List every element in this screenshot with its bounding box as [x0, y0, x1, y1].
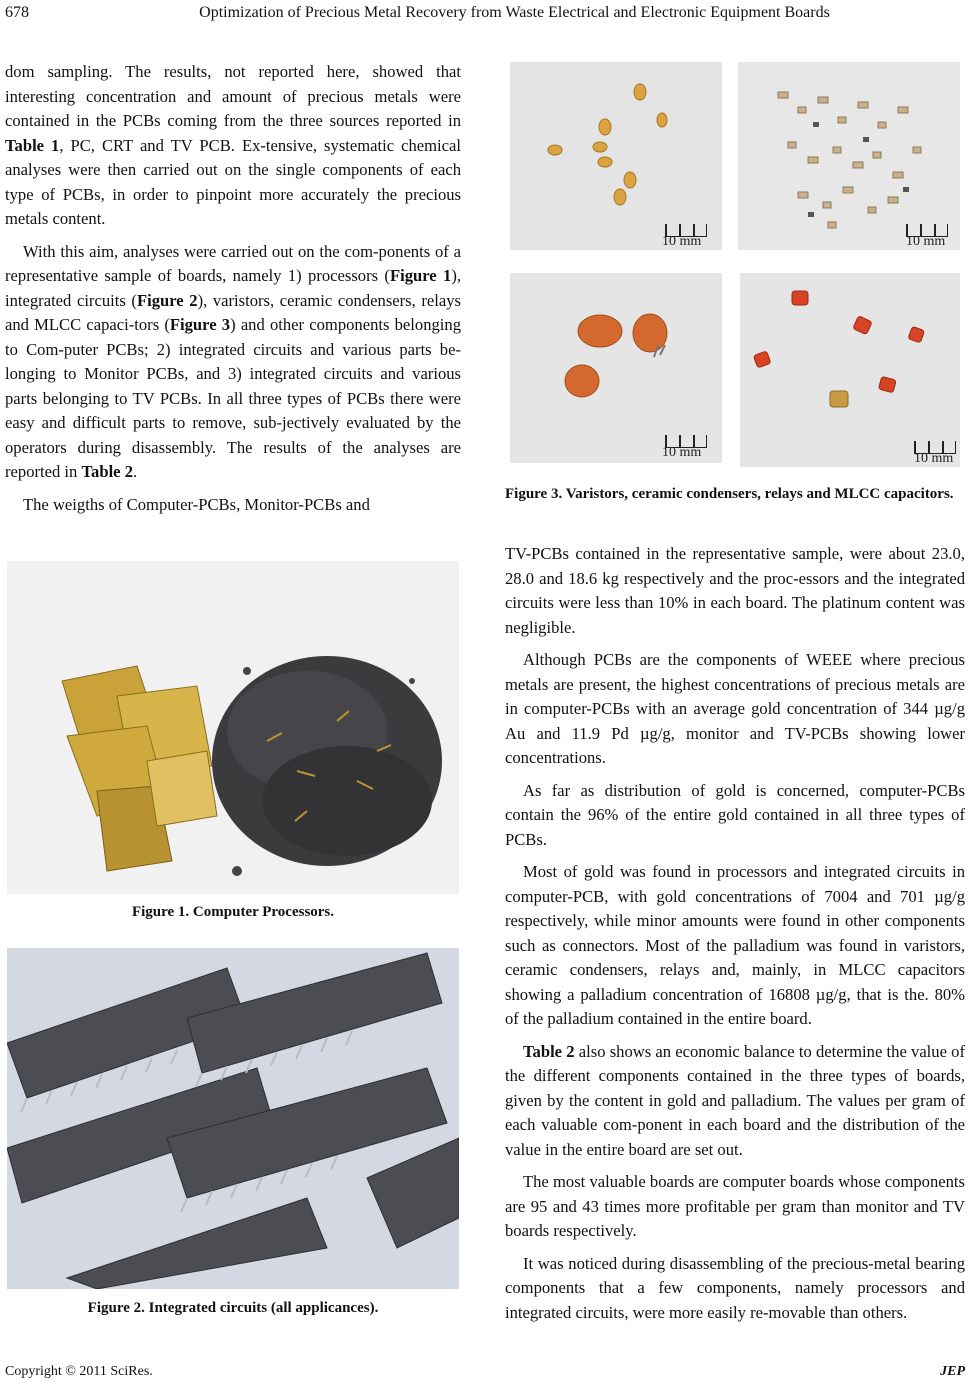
integrated-circuits-photo: [7, 948, 459, 1289]
left-column-text: [5, 60, 461, 525]
page-footer: [5, 1364, 965, 1380]
scale-label: 10 mm: [662, 234, 702, 249]
paragraph: As far as distribution of gold is concerned, computer-PCBs contain the 96% of the entire gold contained in all three types of PCBs.: [505, 780, 965, 849]
paragraph: dom sampling. The results, not reported here, showed that interesting concentration and amount of precious metals were contained in the PCBs coming from the three sources reported in Table 1, PC, CRT and TV PCB. Ex-tensive, systematic chemical analyses were then carried out on the single components of each type of PCBs, in order to pinpoint more accurately the precious metals content.: [5, 62, 461, 228]
figure-3-panel-b: [738, 62, 960, 250]
figure-3-panel-c: [510, 273, 722, 463]
right-column-text: [505, 542, 965, 1333]
figure-1-caption: Figure 1. Computer Processors.: [131, 904, 335, 920]
paragraph: Although PCBs are the components of WEEE where precious metals are present, the highest concentrations of precious metals are in computer-PCBs with an average gold concentration of 344 µg/g Au and 11.9 Pd µg/g, monitor and TV-PCBs showing lower concentrations.: [505, 650, 965, 767]
figure-3-panel-a: [510, 62, 722, 250]
paragraph: The most valuable boards are computer boards whose components are 95 and 43 times more profitable per gram than monitor and TV boards respectively.: [505, 1172, 965, 1240]
figure-2-caption: Figure 2. Integrated circuits (all applicances).: [87, 1300, 379, 1316]
page-header: [0, 0, 969, 26]
paragraph: With this aim, analyses were carried out on the com-ponents of a representative sample of boards, namely 1) processors (Figure 1), integrated circuits (Figure 2), varistors, ceramic condensers, relays and MLCC capaci-tors (Figure 3) and other components belonging to Com-puter PCBs; 2) integrated circuits and various parts be-longing to Monitor PCBs, and 3) integrated circuits and various parts belonging to TV PCBs. In all three types of PCBs there were easy and difficult parts to remove, sub-jectively evaluated by the operators during disassembly. The results of the analyses are reported in Table 2.: [5, 241, 462, 481]
figure-3-panel-d: [740, 273, 960, 467]
scale-label: 10 mm: [914, 451, 954, 466]
journal-abbrev: JEP: [940, 1364, 965, 1379]
paragraph: The weigths of Computer-PCBs, Monitor-PCBs and: [23, 494, 370, 514]
processors-photo: [7, 561, 459, 894]
scale-label: 10 mm: [906, 234, 946, 249]
paragraph: It was noticed during disassembling of the precious-metal bearing components that a few components, namely processors and integrated circuits, were more easily re-movable than others.: [505, 1253, 965, 1322]
paragraph: Most of gold was found in processors and integrated circuits in computer-PCB, with gold concentrations of 7004 and 701 µg/g respectively, while minor amounts were found in other components such as connectors. Most of the palladium was found in varistors, ceramic condensers, relays and, mainly, in MLCC capacitors showing a palladium concentration of 16808 µg/g, that is the. 80% of the palladium contained in the entire board.: [505, 862, 965, 1028]
copyright-notice: Copyright © 2011 SciRes.: [5, 1364, 153, 1379]
figure-2-image: [7, 948, 459, 1289]
running-title: Optimization of Precious Metal Recovery from Waste Electrical and Electronic Equipment Boards: [199, 4, 830, 21]
paragraph: TV-PCBs contained in the representative sample, were about 23.0, 28.0 and 18.6 kg respectively and the proc-essors and the integrated circuits were less than 10% in each board. The platinum content was negligible.: [505, 544, 965, 637]
page-number: 678: [5, 4, 29, 21]
paragraph: Table 2 also shows an economic balance to determine the value of the different components contained in the three types of boards, given by the content in gold and palladium. The values per gram of each valuable com-ponent in each board and the distribution of the value in the entire board are set out.: [505, 1041, 965, 1159]
figure-3-caption: Figure 3. Varistors, ceramic condensers, relays and MLCC capacitors.: [505, 486, 954, 502]
figure-1-image: [7, 561, 459, 894]
scale-label: 10 mm: [662, 445, 702, 460]
